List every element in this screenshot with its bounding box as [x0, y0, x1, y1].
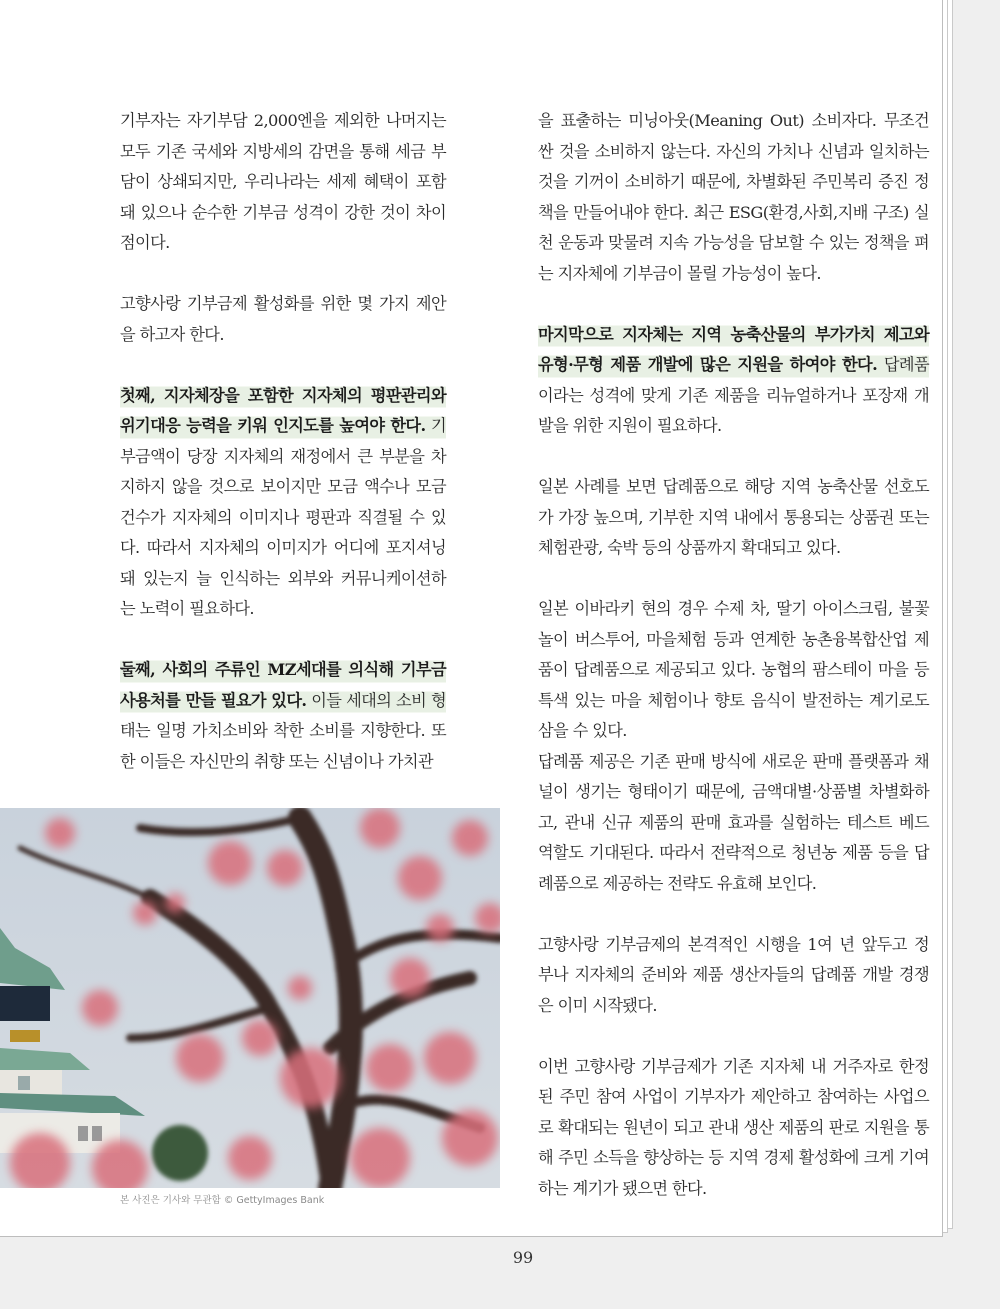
paragraph [538, 320, 929, 442]
text-line [538, 106, 929, 137]
body-text: 체험관광, 숙박 등의 상품까지 확대되고 있다. [538, 538, 841, 557]
body-text: 널이 생기는 형태이기 때문에, 금액대별·상품별 차별화하 [538, 782, 929, 801]
text-line [538, 1052, 929, 1083]
text-line [538, 991, 929, 1022]
text-line [538, 869, 929, 900]
paragraph [120, 289, 446, 350]
text-line [538, 503, 929, 534]
text-line [538, 1082, 929, 1113]
text-line [120, 411, 446, 442]
body-text: 고향사랑 기부금제 활성화를 위한 몇 가지 제안 [120, 294, 446, 313]
body-text: 일본 이바라키 현의 경우 수제 차, 딸기 아이스크림, 불꽃 [538, 599, 929, 618]
body-text: 기 [425, 416, 446, 435]
text-line [120, 594, 446, 625]
paragraph [538, 106, 929, 289]
body-text: 싼 것을 소비하지 않는다. 자신의 가치나 신념과 일치하는 [538, 141, 929, 161]
text-line [120, 198, 446, 229]
right-text-column [538, 106, 929, 1204]
text-line [538, 930, 929, 961]
body-text: 례품으로 제공하는 전략도 유효해 보인다. [538, 873, 817, 893]
paragraph [120, 106, 446, 259]
body-text: 고, 관내 신규 제품의 판매 효과를 실험하는 테스트 베드 [538, 812, 929, 832]
body-text: 다. 따라서 지자체의 이미지가 어디에 포지셔닝 [120, 538, 446, 557]
paragraph [538, 747, 929, 900]
body-text: 는 지자체에 기부금이 몰릴 가능성이 높다. [538, 263, 821, 283]
paragraph [538, 472, 929, 564]
text-line [120, 137, 446, 168]
text-line [538, 838, 929, 869]
body-text: 발을 위한 지원이 필요하다. [538, 416, 722, 435]
left-text-column [120, 106, 446, 777]
text-line [538, 960, 929, 991]
text-line [120, 655, 446, 686]
text-line [120, 533, 446, 564]
text-line [538, 686, 929, 717]
text-line [538, 137, 929, 168]
body-text: 지하지 않을 것으로 보이지만 모금 액수나 모금 [120, 477, 446, 496]
text-line [538, 808, 929, 839]
text-line [538, 1174, 929, 1205]
body-text: 답례품 제공은 기존 판매 방식에 새로운 판매 플랫폼과 채 [538, 751, 929, 771]
body-text: 이번 고향사랑 기부금제가 기존 지자체 내 거주자로 한정 [538, 1056, 929, 1076]
body-text: 부금액이 당장 지자체의 재정에서 큰 부분을 차 [120, 446, 446, 466]
text-line [120, 503, 446, 534]
body-text: 점이다. [120, 233, 170, 252]
body-text: 특색 있는 마을 체험이나 향토 음식이 발전하는 계기로도 [538, 690, 929, 710]
body-text: 해 주민 소득을 향상하는 등 지역 경제 활성화에 크게 기여 [538, 1148, 929, 1167]
body-text: 을 표출하는 미닝아웃(Meaning Out) 소비자다. 무조건 [538, 111, 929, 130]
bold-highlighted-text: 위기대응 능력을 키워 인지도를 높여야 한다. [120, 416, 426, 435]
text-line [120, 442, 446, 473]
photo-caption: 본 사진은 기사와 무관함 © GettyImages Bank [120, 1195, 325, 1206]
page-number: 99 [512, 1248, 534, 1267]
body-text: 돼 있으나 순수한 기부금 성격이 강한 것이 차이 [120, 202, 446, 222]
body-text: 돼 있는지 늘 인식하는 외부와 커뮤니케이션하 [120, 568, 446, 588]
body-text: 하는 계기가 됐으면 한다. [538, 1178, 707, 1198]
bold-highlighted-text: 마지막으로 지자체는 지역 농축산물의 부가가치 제고와 [538, 324, 929, 344]
text-line [538, 747, 929, 778]
text-line [120, 167, 446, 198]
body-text: 기부자는 자기부담 2,000엔을 제외한 나머지는 [120, 111, 446, 130]
text-line [120, 289, 446, 320]
text-line [538, 167, 929, 198]
paragraph [120, 381, 446, 625]
text-line [120, 381, 446, 412]
text-line [538, 228, 929, 259]
text-line [538, 594, 929, 625]
body-text: 삼을 수 있다. [538, 721, 627, 740]
body-text: 부나 지자체의 준비와 제품 생산자들의 답례품 개발 경쟁 [538, 965, 929, 984]
body-text: 역할도 기대된다. 따라서 전략적으로 청년농 제품 등을 답 [538, 843, 929, 862]
plum-blossom-castle-photo [0, 808, 500, 1188]
paragraph [120, 655, 446, 777]
text-line [120, 716, 446, 747]
body-text: 태는 일명 가치소비와 착한 소비를 지향한다. 또 [120, 721, 446, 740]
body-text: 된 주민 참여 사업이 기부자가 제안하고 참여하는 사업으 [538, 1087, 929, 1106]
text-line [538, 1113, 929, 1144]
text-line [538, 533, 929, 564]
body-text: 건수가 지자체의 이미지나 평판과 직결될 수 있 [120, 507, 446, 527]
body-text: 품이 답례품으로 제공되고 있다. 농협의 팜스테이 마을 등 [538, 660, 929, 679]
text-line [538, 259, 929, 290]
text-line [120, 747, 446, 778]
text-line [120, 472, 446, 503]
body-text: 가 가장 높으며, 기부한 지역 내에서 통용되는 상품권 또는 [538, 507, 929, 527]
text-line [538, 198, 929, 229]
body-text: 로 확대되는 원년이 되고 관내 생산 제품의 판로 지원을 통 [538, 1117, 929, 1137]
body-text: 천 운동과 맞물려 지속 가능성을 담보할 수 있는 정책을 펴 [538, 233, 929, 252]
body-text: 답례품 [877, 355, 929, 374]
text-line [120, 686, 446, 717]
text-line [120, 320, 446, 351]
text-line [120, 106, 446, 137]
text-line [538, 381, 929, 412]
bold-highlighted-text: 첫째, 지자체장을 포함한 지자체의 평판관리와 [120, 385, 446, 405]
body-text: 고향사랑 기부금제의 본격적인 시행을 1여 년 앞두고 정 [538, 934, 929, 954]
paragraph [538, 1052, 929, 1205]
text-line [120, 564, 446, 595]
body-text: 놀이 버스투어, 마을체험 등과 연계한 농촌융복합산업 제 [538, 629, 929, 649]
text-line [538, 411, 929, 442]
text-line [538, 350, 929, 381]
text-line [538, 320, 929, 351]
text-line [538, 625, 929, 656]
body-text: 일본 사례를 보면 답례품으로 해당 지역 농축산물 선호도 [538, 477, 929, 496]
bold-highlighted-text: 유형·무형 제품 개발에 많은 지원을 하여야 한다. [538, 355, 878, 374]
text-line [538, 655, 929, 686]
text-line [538, 472, 929, 503]
body-text: 은 이미 시작됐다. [538, 995, 657, 1015]
text-line [538, 716, 929, 747]
body-text: 는 노력이 필요하다. [120, 599, 254, 618]
body-text: 책을 만들어내야 한다. 최근 ESG(환경,사회,지배 구조) 실 [538, 202, 929, 222]
body-text: 것을 기꺼이 소비하기 때문에, 차별화된 주민복리 증진 정 [538, 172, 929, 191]
body-text: 이들 세대의 소비 형 [306, 690, 446, 710]
body-text: 모두 기존 국세와 지방세의 감면을 통해 세금 부 [120, 141, 446, 161]
body-text: 한 이들은 자신만의 취향 또는 신념이나 가치관 [120, 751, 433, 771]
body-text: 이라는 성격에 맞게 기존 제품을 리뉴얼하거나 포장재 개 [538, 385, 929, 405]
paragraph [538, 594, 929, 747]
bold-highlighted-text: 사용처를 만들 필요가 있다. [120, 690, 307, 710]
text-line [120, 228, 446, 259]
body-text: 담이 상쇄되지만, 우리나라는 세제 혜택이 포함 [120, 172, 446, 191]
paragraph [538, 930, 929, 1022]
bold-highlighted-text: 둘째, 사회의 주류인 MZ세대를 의식해 기부금 [120, 660, 446, 679]
body-text: 을 하고자 한다. [120, 324, 224, 344]
text-line [538, 1143, 929, 1174]
text-line [538, 777, 929, 808]
